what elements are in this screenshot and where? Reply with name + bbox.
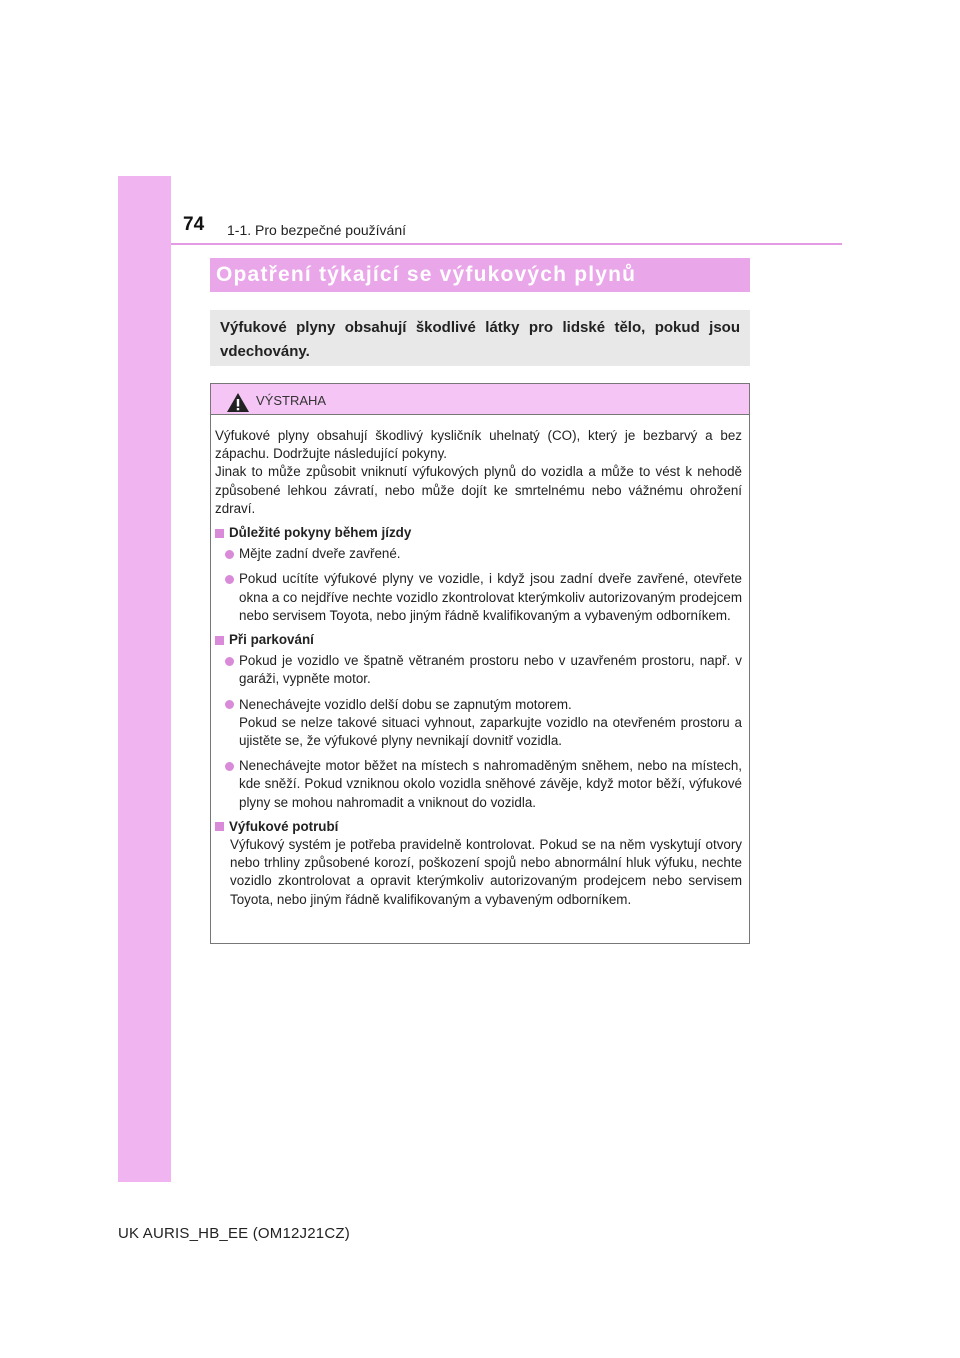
intro-summary: Výfukové plyny obsahují škodlivé látky pro lidské tělo, pokud jsou vdechovány.: [210, 310, 750, 366]
header-divider: [171, 243, 842, 245]
warning-box: [210, 383, 750, 944]
warning-triangle-icon: [226, 392, 250, 413]
section-heading-parking: Při parkování: [215, 631, 742, 649]
section-heading-exhaust: Výfukové potrubí: [215, 818, 742, 836]
circle-bullet-icon: [225, 700, 234, 709]
square-bullet-icon: [215, 822, 224, 831]
square-bullet-icon: [215, 529, 224, 538]
warning-header: [211, 384, 749, 415]
side-tab-strip: [118, 176, 171, 1182]
exhaust-paragraph: Výfukový systém je potřeba pravidelně kontrolovat. Pokud se na něm vyskytují otvory nebo trhliny způsobené korozí, poškození spojů nebo abnormální hluk výfuku, nechte vozidlo zkontrolovat a opravit kterýmkoliv autorizovaným prodejcem nebo servisem Toyota, nebo jiným řádně kvalifikovaným a vybaveným odborníkem.: [230, 837, 742, 907]
section-path: 1-1. Pro bezpečné používání: [227, 222, 407, 238]
list-item: Nenechávejte vozidlo delší dobu se zapnutým motorem. Pokud se nelze takové situaci vyhnout, zaparkujte vozidlo na otevřeném prostoru a ujistěte se, že výfukové plyny nevnikají dovnitř vozidla.: [215, 696, 742, 751]
list-item: Nenechávejte motor běžet na místech s nahromaděným sněhem, nebo na místech, kde sněží. Pokud vzniknou okolo vozidla sněhové závěje, když motor běží, výfukové plyny se mohou nahromadit a vniknout do vozidla.: [215, 757, 742, 812]
circle-bullet-icon: [225, 550, 234, 559]
square-bullet-icon: [215, 636, 224, 645]
circle-bullet-icon: [225, 762, 234, 771]
footer-model-code: UK AURIS_HB_EE (OM12J21CZ): [118, 1225, 350, 1242]
warning-body: [211, 415, 749, 909]
page-title: Opatření týkající se výfukových plynů: [210, 258, 750, 292]
section-heading-driving: Důležité pokyny během jízdy: [215, 524, 742, 542]
list-item: Pokud je vozidlo ve špatně větraném prostoru nebo v uzavřeném prostoru, např. v garáži, vypněte motor.: [215, 652, 742, 688]
warning-title: VÝSTRAHA: [256, 392, 327, 408]
warning-paragraph: Výfukové plyny obsahují škodlivý kysličník uhelnatý (CO), který je bezbarvý a bez zápachu. Dodržujte následující pokyny. Jinak to může způsobit vniknutí výfukových plynů do vozidla a může to vést k nehodě způsobené lehkou závratí, nebo může dojít ke smrtelnému nebo vážnému ohrožení zdraví.: [215, 428, 742, 516]
page-number: 74: [183, 214, 205, 235]
circle-bullet-icon: [225, 575, 234, 584]
circle-bullet-icon: [225, 657, 234, 666]
list-item: Pokud ucítíte výfukové plyny ve vozidle, i když jsou zadní dveře zavřené, otevřete okna a co nejdříve nechte vozidlo zkontrolovat kterýmkoliv autorizovaným prodejcem nebo servisem Toyota, nebo jiným řádně kvalifikovaným a vybaveným odborníkem.: [215, 570, 742, 625]
list-item: Mějte zadní dveře zavřené.: [215, 545, 742, 563]
